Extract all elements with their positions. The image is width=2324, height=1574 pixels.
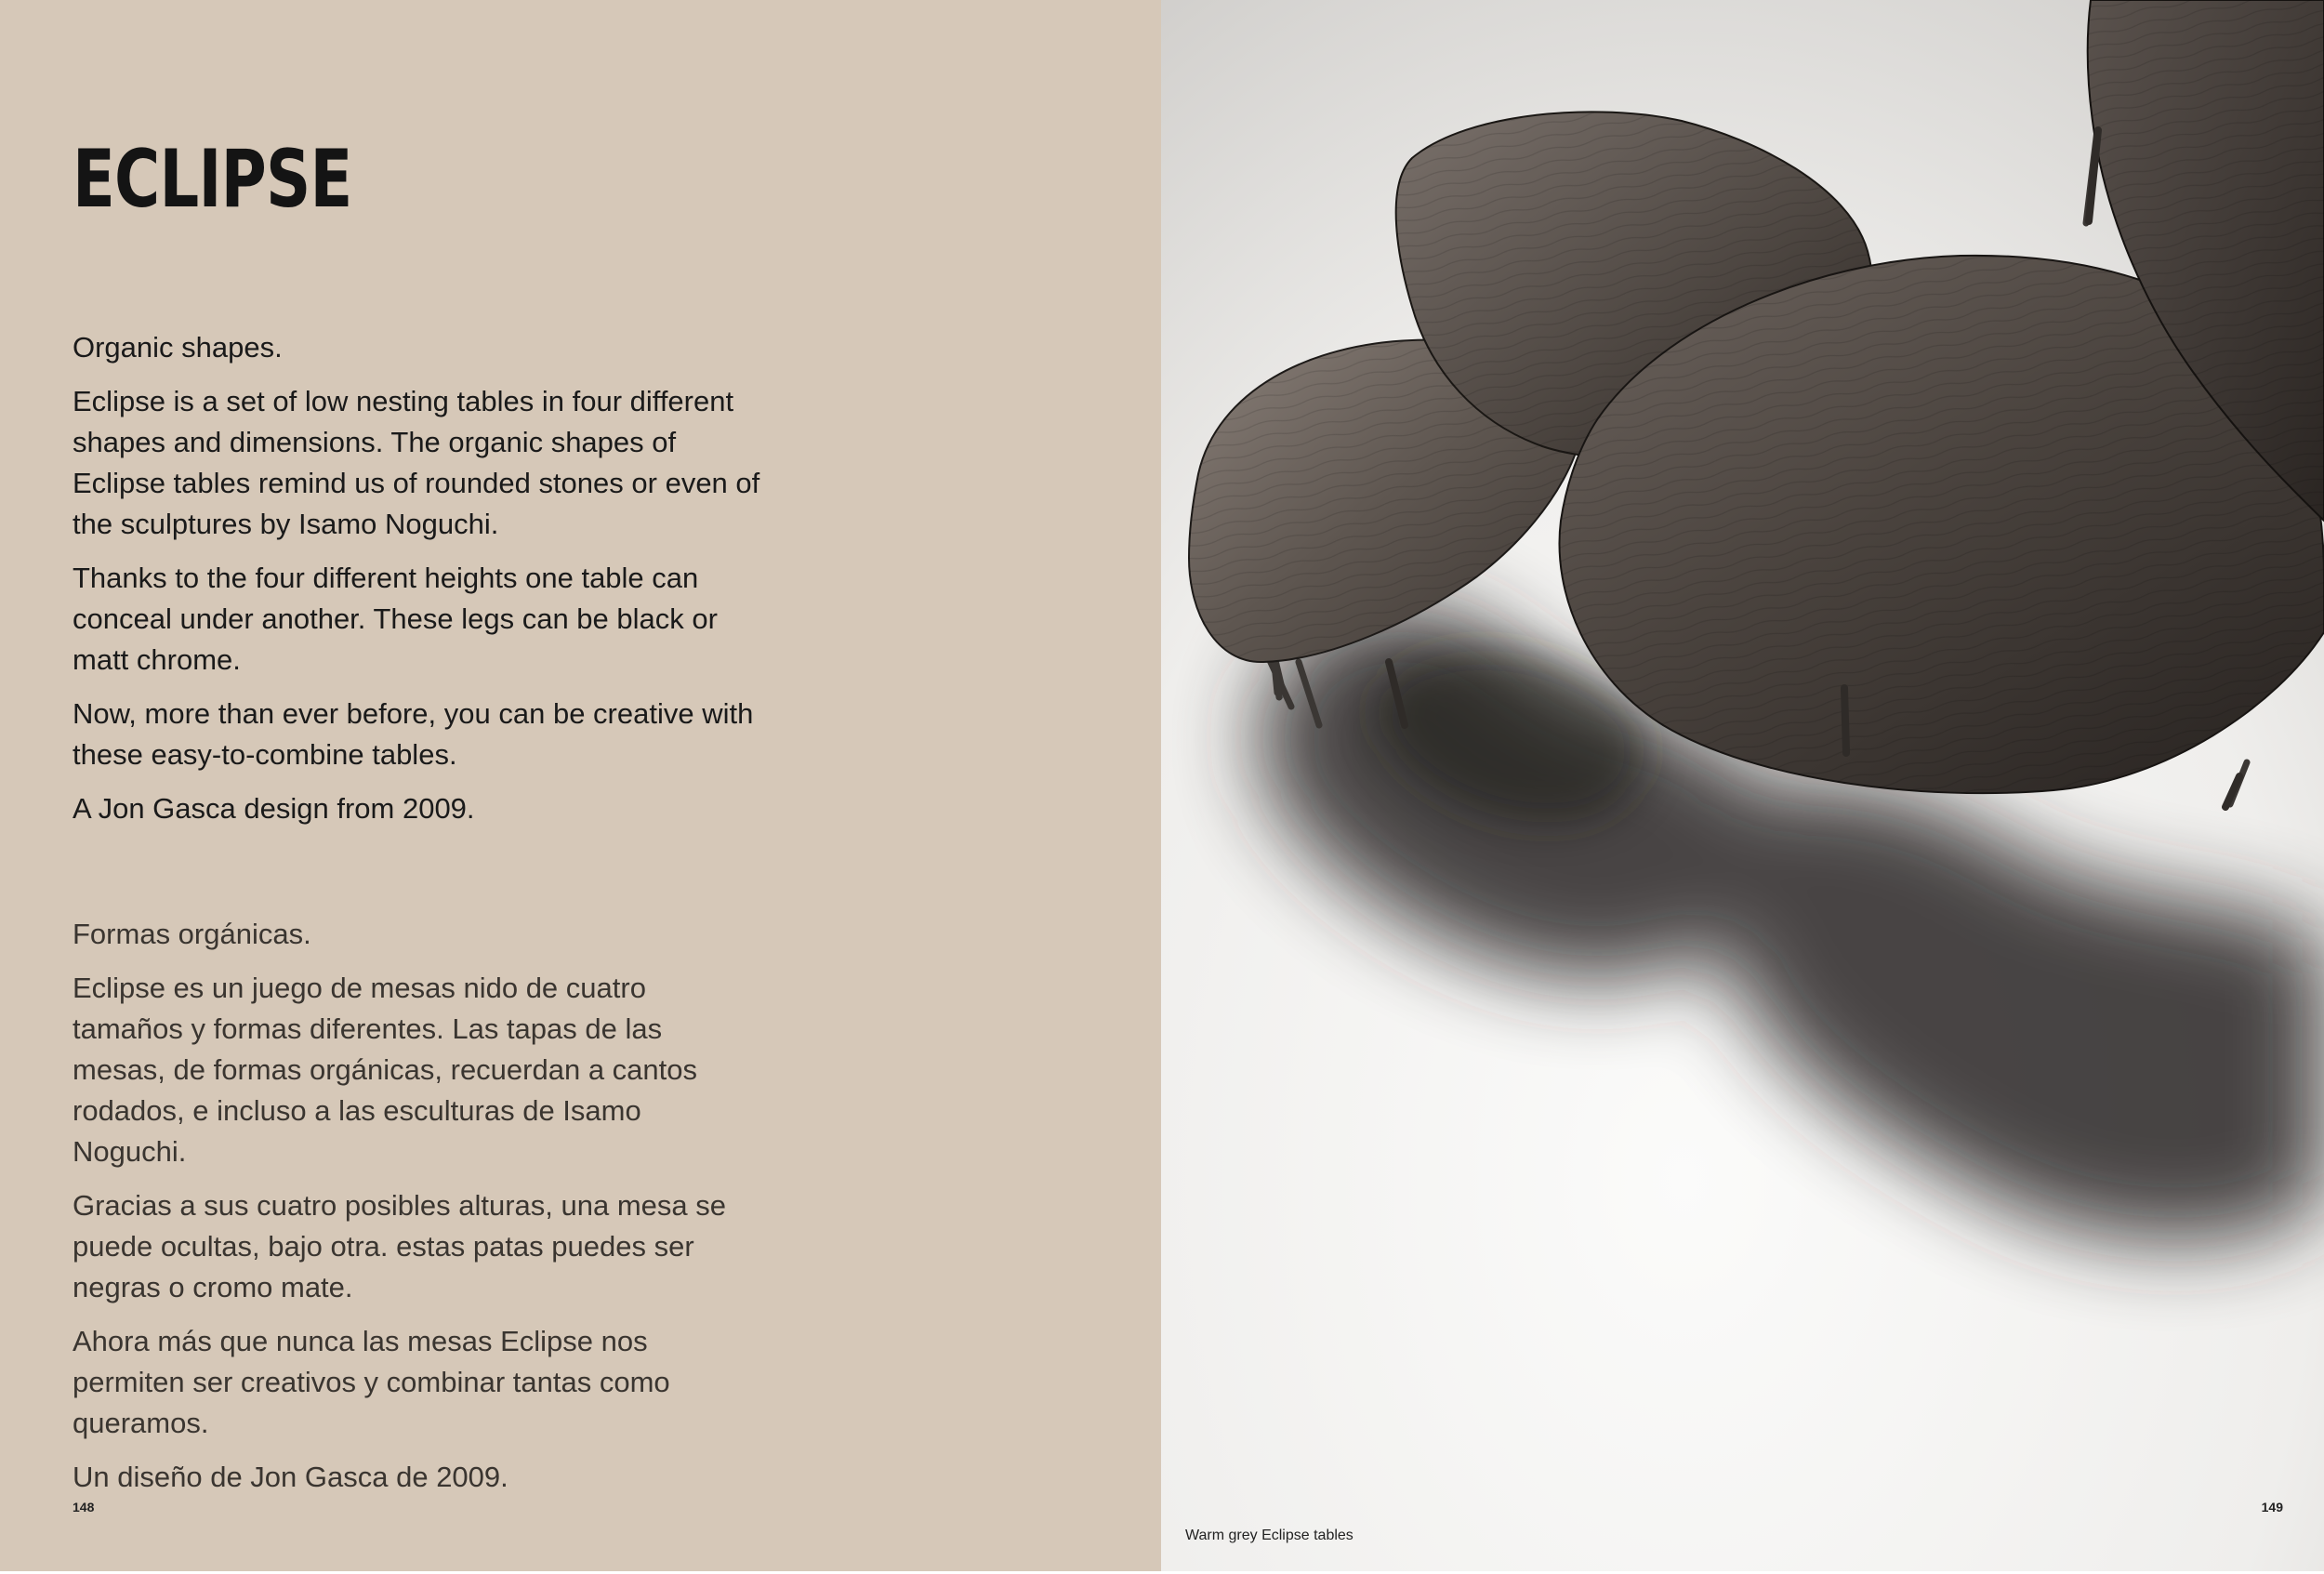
english-paragraph: A Jon Gasca design from 2009. [73,792,475,825]
spanish-paragraph: Un diseño de Jon Gasca de 2009. [73,1461,508,1493]
english-paragraph: Now, more than ever before, you can be creative with these easy-to-combine tables. [73,697,754,771]
spanish-paragraph: Ahora más que nunca las mesas Eclipse nos permiten ser creativos y combinar tantas como queramos. [73,1325,670,1439]
page-number-right: 149 [2261,1500,2283,1514]
spanish-description [73,914,760,1511]
english-paragraph: Thanks to the four different heights one table can conceal under another. These legs can be black or matt chrome. [73,562,718,676]
tables-photo [1161,0,2324,1574]
photo-caption: Warm grey Eclipse tables [1185,1528,1353,1543]
spanish-paragraph: Eclipse es un juego de mesas nido de cuatro tamaños y formas diferentes. Las tapas de las mesas, de formas orgánicas, recuerdan a cantos rodados, e incluso a las esculturas de Isamo Noguchi. [73,972,698,1168]
spanish-paragraph: Gracias a sus cuatro posibles alturas, una mesa se puede ocultas, bajo otra. estas patas puedes ser negras o cromo mate. [73,1189,727,1303]
page-title: ECLIPSE [73,133,352,226]
english-paragraph: Organic shapes. [73,331,283,364]
english-description [73,327,760,842]
english-paragraph: Eclipse is a set of low nesting tables in four different shapes and dimensions. The organic shapes of Eclipse tables remind us of rounded stones or even of the sculptures by Isamo Noguchi. [73,385,760,540]
right-page [1161,0,2324,1574]
page-number-left: 148 [73,1500,95,1514]
left-page [0,0,1161,1574]
spanish-paragraph: Formas orgánicas. [73,918,311,950]
